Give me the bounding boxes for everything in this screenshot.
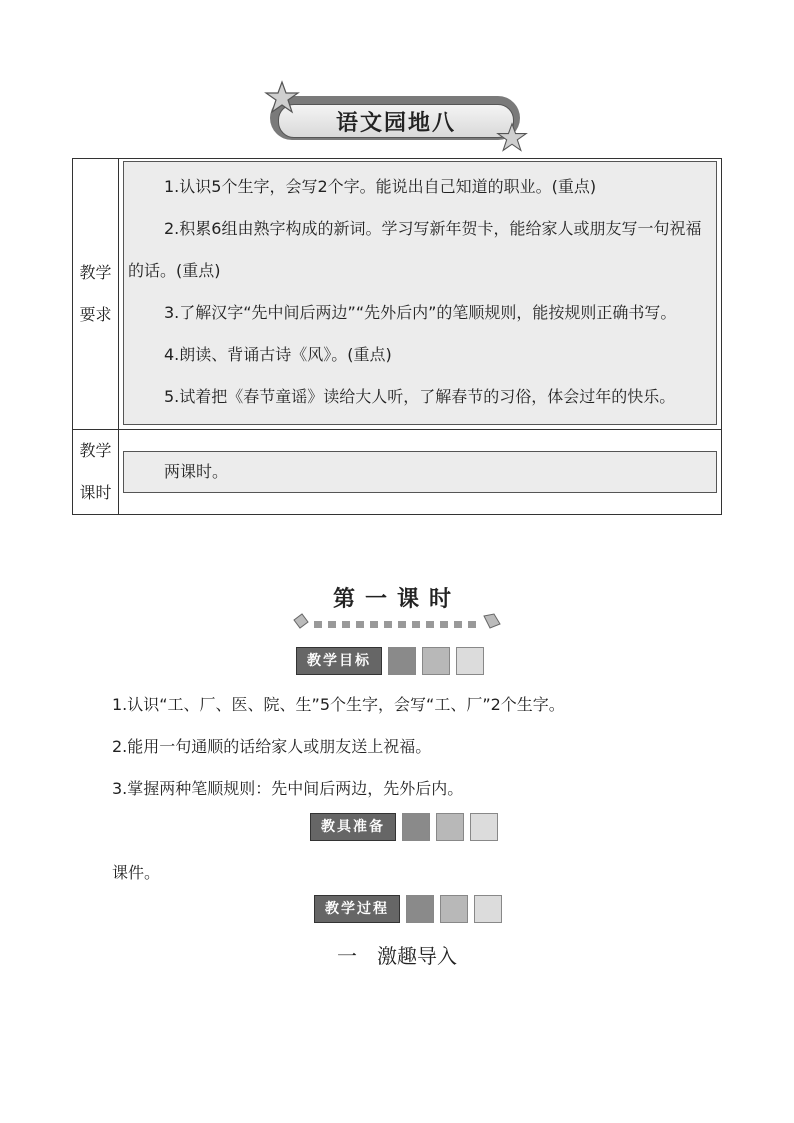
tag-square: [422, 647, 450, 675]
star-right-icon: [496, 122, 528, 154]
process-tag-label: 教学过程: [314, 895, 400, 923]
hours-value: 两课时。: [164, 462, 229, 481]
title-decoration-icon: [292, 612, 504, 634]
objectives-tag: [296, 648, 484, 674]
requirement-item: 5.试着把《春节童谣》读给大人听，了解春节的习俗，体会过年的快乐。: [164, 387, 676, 406]
requirement-item: 2.积累6组由熟字构成的新词。学习写新年贺卡，能给家人或朋友写一句祝福的话。(重点): [128, 219, 702, 280]
objective-item: 3.掌握两种笔顺规则：先中间后两边，先外后内。: [112, 779, 464, 798]
tag-square: [402, 813, 430, 841]
tag-square: [440, 895, 468, 923]
hours-content: [119, 430, 722, 515]
tag-square: [388, 647, 416, 675]
requirements-table: [72, 158, 722, 515]
tag-square: [456, 647, 484, 675]
tag-square: [436, 813, 464, 841]
requirements-label-line1: 教学: [79, 263, 112, 282]
requirements-label: [73, 159, 119, 430]
banner-inner: [278, 104, 514, 138]
hours-label-line1: 教学: [79, 441, 112, 460]
requirements-box: [123, 161, 717, 425]
process-tag: [314, 896, 502, 922]
hours-box: [123, 451, 717, 493]
requirement-item: 1.认识5个生字，会写2个字。能说出自己知道的职业。(重点): [164, 177, 597, 196]
star-left-icon: [264, 80, 300, 116]
page-banner: [270, 92, 522, 142]
requirements-label-line2: 要求: [79, 305, 112, 324]
objectives-tag-label: 教学目标: [296, 647, 382, 675]
tag-square: [406, 895, 434, 923]
requirements-content: [119, 159, 722, 430]
hours-label: [73, 430, 119, 515]
hours-label-line2: 课时: [79, 483, 112, 502]
lesson-title: 第一课时: [332, 587, 461, 612]
objective-item: 1.认识“工、厂、医、院、生”5个生字，会写“工、厂”2个生字。: [112, 695, 565, 714]
section-heading: 一 激趣导入: [337, 944, 457, 968]
materials-text: 课件。: [112, 863, 161, 882]
requirement-item: 4.朗读、背诵古诗《风》。(重点): [164, 345, 392, 364]
materials-tag: [310, 814, 498, 840]
materials-tag-label: 教具准备: [310, 813, 396, 841]
tag-square: [470, 813, 498, 841]
objective-item: 2.能用一句通顺的话给家人或朋友送上祝福。: [112, 737, 432, 756]
requirement-item: 3.了解汉字“先中间后两边”“先外后内”的笔顺规则，能按规则正确书写。: [164, 303, 677, 322]
banner-title: 语文园地八: [335, 110, 456, 136]
tag-square: [474, 895, 502, 923]
banner-pill: [270, 96, 520, 140]
